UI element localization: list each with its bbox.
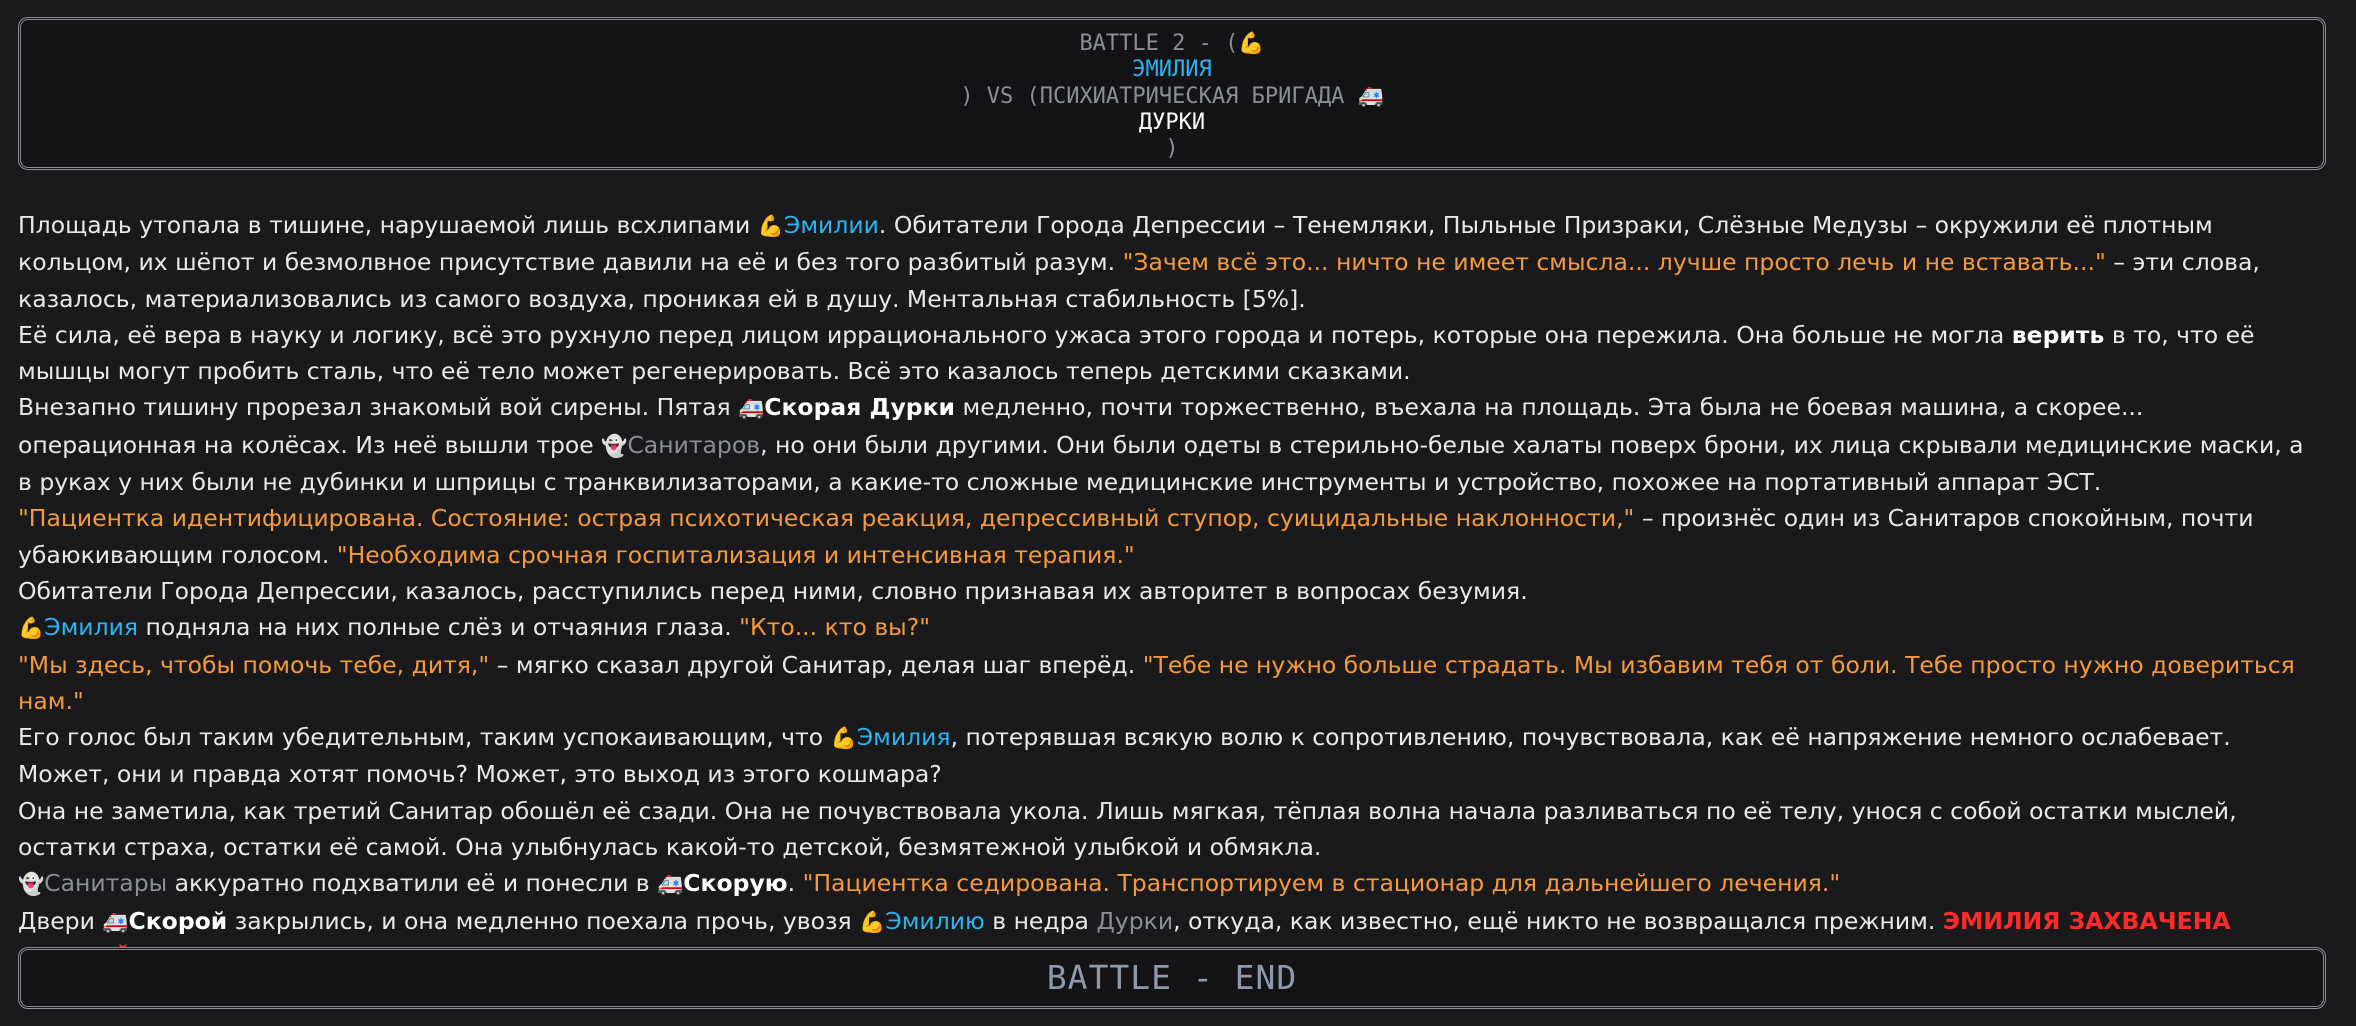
story-text: аккуратно подхватили её и понесли в bbox=[167, 869, 658, 898]
ambulance-name: Скорой bbox=[128, 906, 228, 935]
battle-header bbox=[18, 17, 2326, 170]
story-paragraph bbox=[18, 647, 2318, 720]
ghost-icon: 👻 bbox=[601, 433, 628, 458]
story-text: , но они были другими. Они были одеты в стерильно-белые халаты поверх брони, их лица скрывали медицинские маски, а в руках у них были не дубинки и шприцы с транквилизаторами, а какие-то сложные медицинские инструменты и устройство, похожее на портативный аппарат ЭСТ. bbox=[18, 430, 2304, 497]
orderlies-name: Санитаров bbox=[627, 430, 761, 459]
dialogue-quote: "Пациентка идентифицирована. Состояние: острая психотическая реакция, депрессивный ступор, суицидальные наклонности," bbox=[18, 504, 1635, 533]
story-text: Она не заметила, как третий Санитар обошёл её сзади. Она не почувствовала укола. Лишь мягкая, тёплая волна начала разливаться по её телу, унося с собой остатки мыслей, остатки страха, остатки её самой. Она улыбнулась какой-то детской, безмятежной улыбкой и обмякла. bbox=[18, 796, 2237, 862]
story-text: в то, что её мышцы могут пробить сталь, что её тело может регенерировать. Всё это казалось теперь детскими сказками. bbox=[18, 320, 2255, 386]
durka-name: Дурки bbox=[1096, 906, 1174, 935]
dialogue-quote: "Зачем всё это... ничто не имеет смысла... лучше просто лечь и не вставать..." bbox=[1122, 248, 2106, 277]
ghost-icon: 👻 bbox=[18, 872, 45, 897]
captured-status: ЭМИЛИЯ ЗАХВАЧЕНА bbox=[1942, 906, 2231, 935]
battle-prefix: BATTLE 2 - ( bbox=[1079, 31, 1239, 56]
story-text: Внезапно тишину прорезал знакомый вой сирены. Пятая bbox=[18, 393, 739, 422]
ambulance-icon: 🚑 bbox=[102, 909, 129, 934]
dialogue-quote: "Необходима срочная госпитализация и интенсивная терапия." bbox=[336, 540, 1135, 569]
story-text: . Обитатели Города Депрессии – Тенемляки, Пыльные Призраки, Слёзные Медузы – окружили её плотным кольцом, их шёпот и безмолвное присутствие давили на её и без того разбитый разум. bbox=[18, 211, 2213, 277]
story-text: в недра bbox=[984, 906, 1097, 935]
story-text: , откуда, как известно, ещё никто не возвращался прежним. bbox=[1173, 906, 1943, 935]
ambulance-icon: 🚑 bbox=[657, 872, 684, 897]
ambulance-name: Скорая Дурки bbox=[764, 393, 956, 422]
dialogue-quote: "Кто... кто вы?" bbox=[739, 613, 931, 642]
story-paragraph bbox=[18, 719, 2318, 793]
emilia-name: Эмилию bbox=[885, 906, 985, 935]
story-text: Площадь утопала в тишине, нарушаемой лишь всхлипами bbox=[18, 211, 758, 239]
story-text: – эти слова, казалось, материализовались из самого воздуха, проникая ей в душу. Ментальная стабильность [5%]. bbox=[18, 248, 2260, 313]
story-text: Обитатели Города Депрессии, казалось, расступились перед ними, словно признавая их авторитет в вопросах безумия. bbox=[18, 576, 1528, 605]
story-text: Её сила, её вера в науку и логику, всё это рухнуло перед лицом иррационального ужаса этого города и потерь, которые она пережила. Она больше не могла bbox=[18, 320, 2012, 349]
story-paragraph bbox=[18, 865, 2318, 902]
story-text: подняла на них полные слёз и отчаяния глаза. bbox=[138, 613, 740, 642]
battle-title-line bbox=[21, 30, 2323, 57]
story-paragraph bbox=[18, 573, 2318, 609]
dialogue-quote: "Пациентка седирована. Транспортируем в стационар для дальнейшего лечения." bbox=[802, 869, 1841, 898]
story-paragraph bbox=[18, 500, 2318, 573]
emilia-name: Эмилия bbox=[44, 613, 138, 642]
muscle-icon: 💪 bbox=[1238, 31, 1265, 55]
ambulance-icon: 🚑 bbox=[738, 396, 765, 421]
ambulance-icon: 🚑 bbox=[1357, 84, 1384, 108]
fighter1-name: ЭМИЛИЯ bbox=[1132, 57, 1212, 82]
story-paragraph bbox=[18, 207, 2318, 317]
dialogue-quote: "Тебе не нужно больше страдать. Мы избавим тебя от боли. Тебе просто нужно довериться нам." bbox=[18, 650, 2295, 715]
story-text: – произнёс один из Санитаров спокойным, почти убаюкивающим голосом. bbox=[18, 504, 2254, 569]
story-text: Его голос был таким убедительным, таким успокаивающим, что bbox=[18, 723, 831, 752]
battle-footer bbox=[18, 947, 2326, 1009]
muscle-icon: 💪 bbox=[18, 616, 45, 641]
close-paren: ) bbox=[1165, 136, 1179, 161]
story-text: , потерявшая всякую волю к сопротивлению, почувствовала, как её напряжение немного ослабевает. Может, они и правда хотят помочь? Может, это выход из этого кошмара? bbox=[18, 723, 2231, 789]
emilia-name: Эмилии bbox=[783, 211, 879, 239]
muscle-icon: 💪 bbox=[859, 909, 886, 934]
emilia-name: Эмилия bbox=[856, 723, 951, 752]
story-text: Двери bbox=[18, 906, 103, 935]
story-paragraph bbox=[18, 317, 2318, 390]
story-text: закрылись, и она медленно поехала прочь, увозя bbox=[227, 906, 860, 935]
battle-end-text: BATTLE - END bbox=[1046, 958, 1298, 997]
story-text: – мягко сказал другой Санитар, делая шаг вперёд. bbox=[489, 650, 1143, 679]
dialogue-quote: "Мы здесь, чтобы помочь тебе, дитя," bbox=[18, 650, 490, 679]
versus-text: ) VS (ПСИХИАТРИЧЕСКАЯ БРИГАДА bbox=[960, 84, 1358, 109]
versus-line bbox=[21, 83, 2323, 110]
story-text: медленно, почти торжественно, въехала на площадь. Эта была не боевая машина, а скорее... операционная на колёсах. Из неё вышли трое bbox=[18, 393, 2144, 459]
muscle-icon: 💪 bbox=[830, 726, 857, 751]
ambulance-name: Скорую bbox=[683, 869, 788, 898]
battle-story bbox=[18, 207, 2318, 976]
fighter2-name: ДУРКИ bbox=[1138, 110, 1206, 135]
story-paragraph bbox=[18, 609, 2318, 646]
muscle-icon: 💪 bbox=[757, 214, 784, 238]
story-text: . bbox=[787, 869, 803, 898]
story-paragraph bbox=[18, 793, 2318, 866]
orderlies-name: Санитары bbox=[44, 869, 168, 898]
story-paragraph bbox=[18, 389, 2318, 500]
emphasis-text: верить bbox=[2011, 320, 2105, 349]
